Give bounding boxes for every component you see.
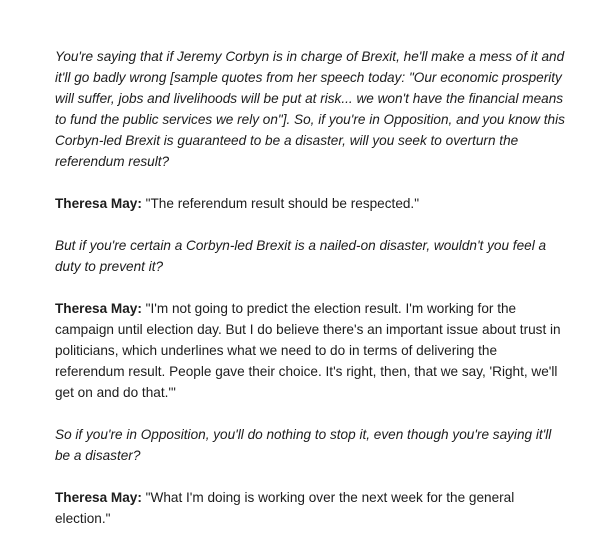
answer-text: "I'm not going to predict the election result. I'm working for the campaign until election day. But I do believe there's an important issue about trust in politicians, which underlines what we need to do in terms of delivering the referendum result. People gave their choice. It's right, then, that we say, 'Right, we'll get on and do that.'" [55, 301, 561, 400]
interview-transcript [55, 46, 565, 550]
speaker-name: Theresa May: [55, 196, 142, 211]
speaker-name: Theresa May: [55, 301, 142, 316]
interviewer-question-2: But if you're certain a Corbyn-led Brexit is a nailed-on disaster, wouldn't you feel a duty to prevent it? [55, 238, 547, 274]
answer-text: "What I'm doing is working over the next week for the general election." [55, 490, 515, 526]
speaker-answer-3 [55, 487, 565, 529]
speaker-answer-1 [55, 193, 565, 214]
answer-text: "The referendum result should be respected." [141, 196, 420, 211]
interviewer-question-3: So if you're in Opposition, you'll do nothing to stop it, even though you're saying it'll be a disaster? [55, 427, 552, 463]
speaker-answer-2 [55, 298, 565, 403]
speaker-name: Theresa May: [55, 490, 142, 505]
interviewer-question-1: You're saying that if Jeremy Corbyn is in charge of Brexit, he'll make a mess of it and it'll go badly wrong [sample quotes from her speech today: "Our economic prosperity will suffer, jobs and livelihoods will be put at risk... we won't have the financial means to fund the public services we rely on"]. So, if you're in Opposition, and you know this Corbyn-led Brexit is guaranteed to be a disaster, will you seek to overturn the referendum result? [55, 49, 565, 169]
